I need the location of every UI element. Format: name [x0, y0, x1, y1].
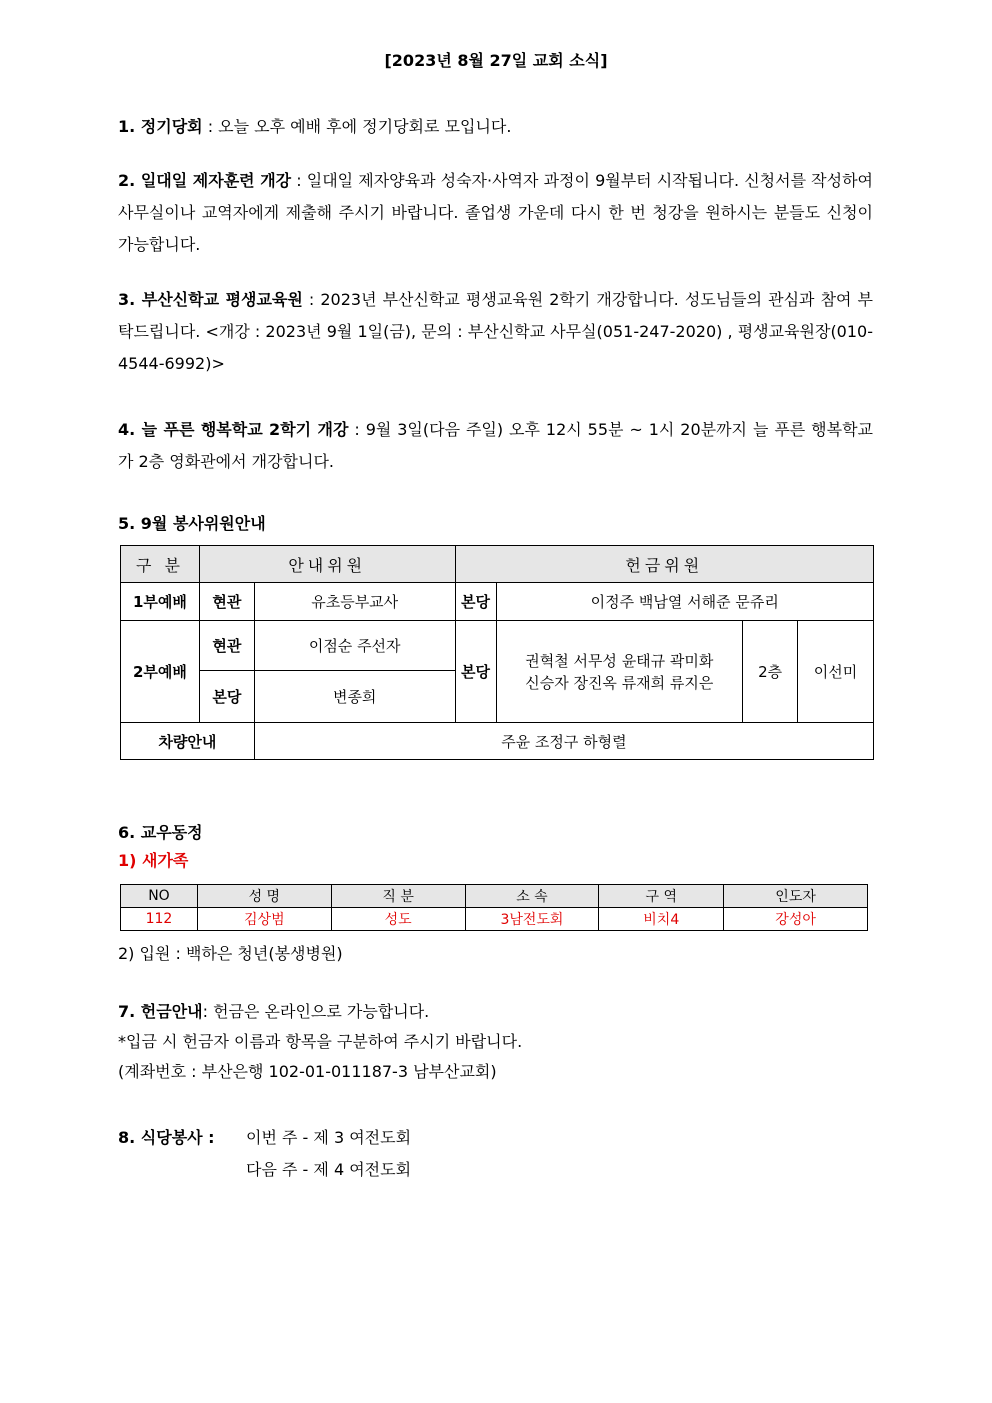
header-offering: 헌금위원: [455, 546, 873, 583]
notice-3-heading: 3. 부산신학교 평생교육원: [118, 290, 303, 309]
row-1-label: 1부예배: [121, 583, 200, 621]
notice-4-body: : 9월 3일(다음 주일) 오후 12시 55분 ~ 1시 20분까지 늘 푸른 행복학교가 2층 영화관에서 개강합니다.: [118, 420, 873, 471]
hospitalization-note: 2) 입원 : 백하은 청년(봉생병원): [118, 944, 343, 963]
table-row: [121, 908, 868, 931]
family-position: 성도: [331, 908, 465, 931]
notice-7-line-2: *입금 시 헌금자 이름과 항목을 구분하여 주시기 바랍니다.: [118, 1032, 523, 1051]
notice-5-heading: 5. 9월 봉사위원안내: [118, 514, 266, 533]
notice-7-body: : 헌금은 온라인으로 가능합니다.: [202, 1002, 430, 1021]
row-1-location: 현관: [199, 583, 254, 621]
notice-1-heading: 1. 정기당회: [118, 117, 203, 136]
page-title: [2023년 8월 27일 교회 소식]: [384, 51, 608, 70]
notice-8-line-1: 이번 주 - 제 3 여전도회: [246, 1128, 412, 1147]
family-group: 3남전도회: [465, 908, 599, 931]
family-no: 112: [121, 908, 198, 931]
notice-2-heading: 2. 일대일 제자훈련 개강: [118, 171, 292, 190]
notice-2: [118, 165, 873, 261]
notice-4-heading: 4. 늘 푸른 행복학교 2학기 개강: [118, 420, 349, 439]
notice-2-body: : 일대일 제자양육과 성숙자·사역자 과정이 9월부터 시작됩니다. 신청서를 작성하여 사무실이나 교역자에게 제출해 주시기 바랍니다. 졸업생 가운데 다시 한 번 청강을 원하시는 분들도 신청이 가능합니다.: [118, 171, 873, 254]
family-guide: 강성아: [724, 908, 868, 931]
family-name: 김상범: [197, 908, 331, 931]
row-3-label: 차량안내: [121, 723, 255, 760]
row-2-offering-names-line-1: 권혁철 서무성 윤태규 곽미화: [525, 651, 714, 670]
family-header-no: NO: [121, 885, 198, 908]
notice-8-line-2: 다음 주 - 제 4 여전도회: [246, 1160, 412, 1179]
notice-6-heading: 6. 교우동정: [118, 823, 203, 842]
new-family-table: [120, 884, 868, 931]
row-2a-location: 현관: [199, 621, 254, 671]
row-2b-guide: 변종희: [254, 671, 455, 723]
row-1-guide: 유초등부교사: [254, 583, 455, 621]
notice-7-heading: 7. 헌금안내: [118, 1002, 203, 1021]
notice-1: [118, 111, 873, 143]
new-family-subheading: 1) 새가족: [118, 851, 189, 870]
row-1-offering-names: 이정주 백남열 서해준 문쥬리: [496, 583, 874, 621]
row-1-offering-location: 본당: [455, 583, 496, 621]
family-district: 비치4: [599, 908, 724, 931]
header-category: 구 분: [121, 546, 200, 583]
family-header-district: 구 역: [599, 885, 724, 908]
notice-3-body: : 2023년 부산신학교 평생교육원 2학기 개강합니다. 성도님들의 관심과 참여 부탁드립니다. <개강 : 2023년 9월 1일(금), 문의 : 부산신학교 사무실(051-247-2020) , 평생교육원장(010-4544-6992)>: [118, 290, 873, 373]
family-header-guide: 인도자: [724, 885, 868, 908]
family-header-group: 소 속: [465, 885, 599, 908]
row-2-offering-location: 본당: [455, 621, 496, 723]
row-2-offering-names-line-2: 신승자 장진옥 류재희 류지은: [525, 673, 714, 692]
row-2-floor-name: 이선미: [798, 621, 874, 723]
notice-7: [118, 997, 429, 1027]
family-header-name: 성 명: [197, 885, 331, 908]
notice-8-heading: 8. 식당봉사 :: [118, 1128, 215, 1147]
row-3-names: 주윤 조정구 하형렬: [254, 723, 873, 760]
family-header-position: 직 분: [331, 885, 465, 908]
service-table: [120, 545, 874, 760]
row-2-floor: 2층: [743, 621, 798, 723]
header-guide: 안내위원: [199, 546, 455, 583]
row-2-label: 2부예배: [121, 621, 200, 723]
notice-4: [118, 414, 873, 478]
notice-7-line-3: (계좌번호 : 부산은행 102-01-011187-3 남부산교회): [118, 1062, 497, 1081]
row-2b-location: 본당: [199, 671, 254, 723]
notice-3: [118, 284, 873, 380]
row-2a-guide: 이점순 주선자: [254, 621, 455, 671]
row-2-offering-names: [496, 621, 743, 723]
notice-1-body: : 오늘 오후 예배 후에 정기당회로 모입니다.: [202, 117, 512, 136]
